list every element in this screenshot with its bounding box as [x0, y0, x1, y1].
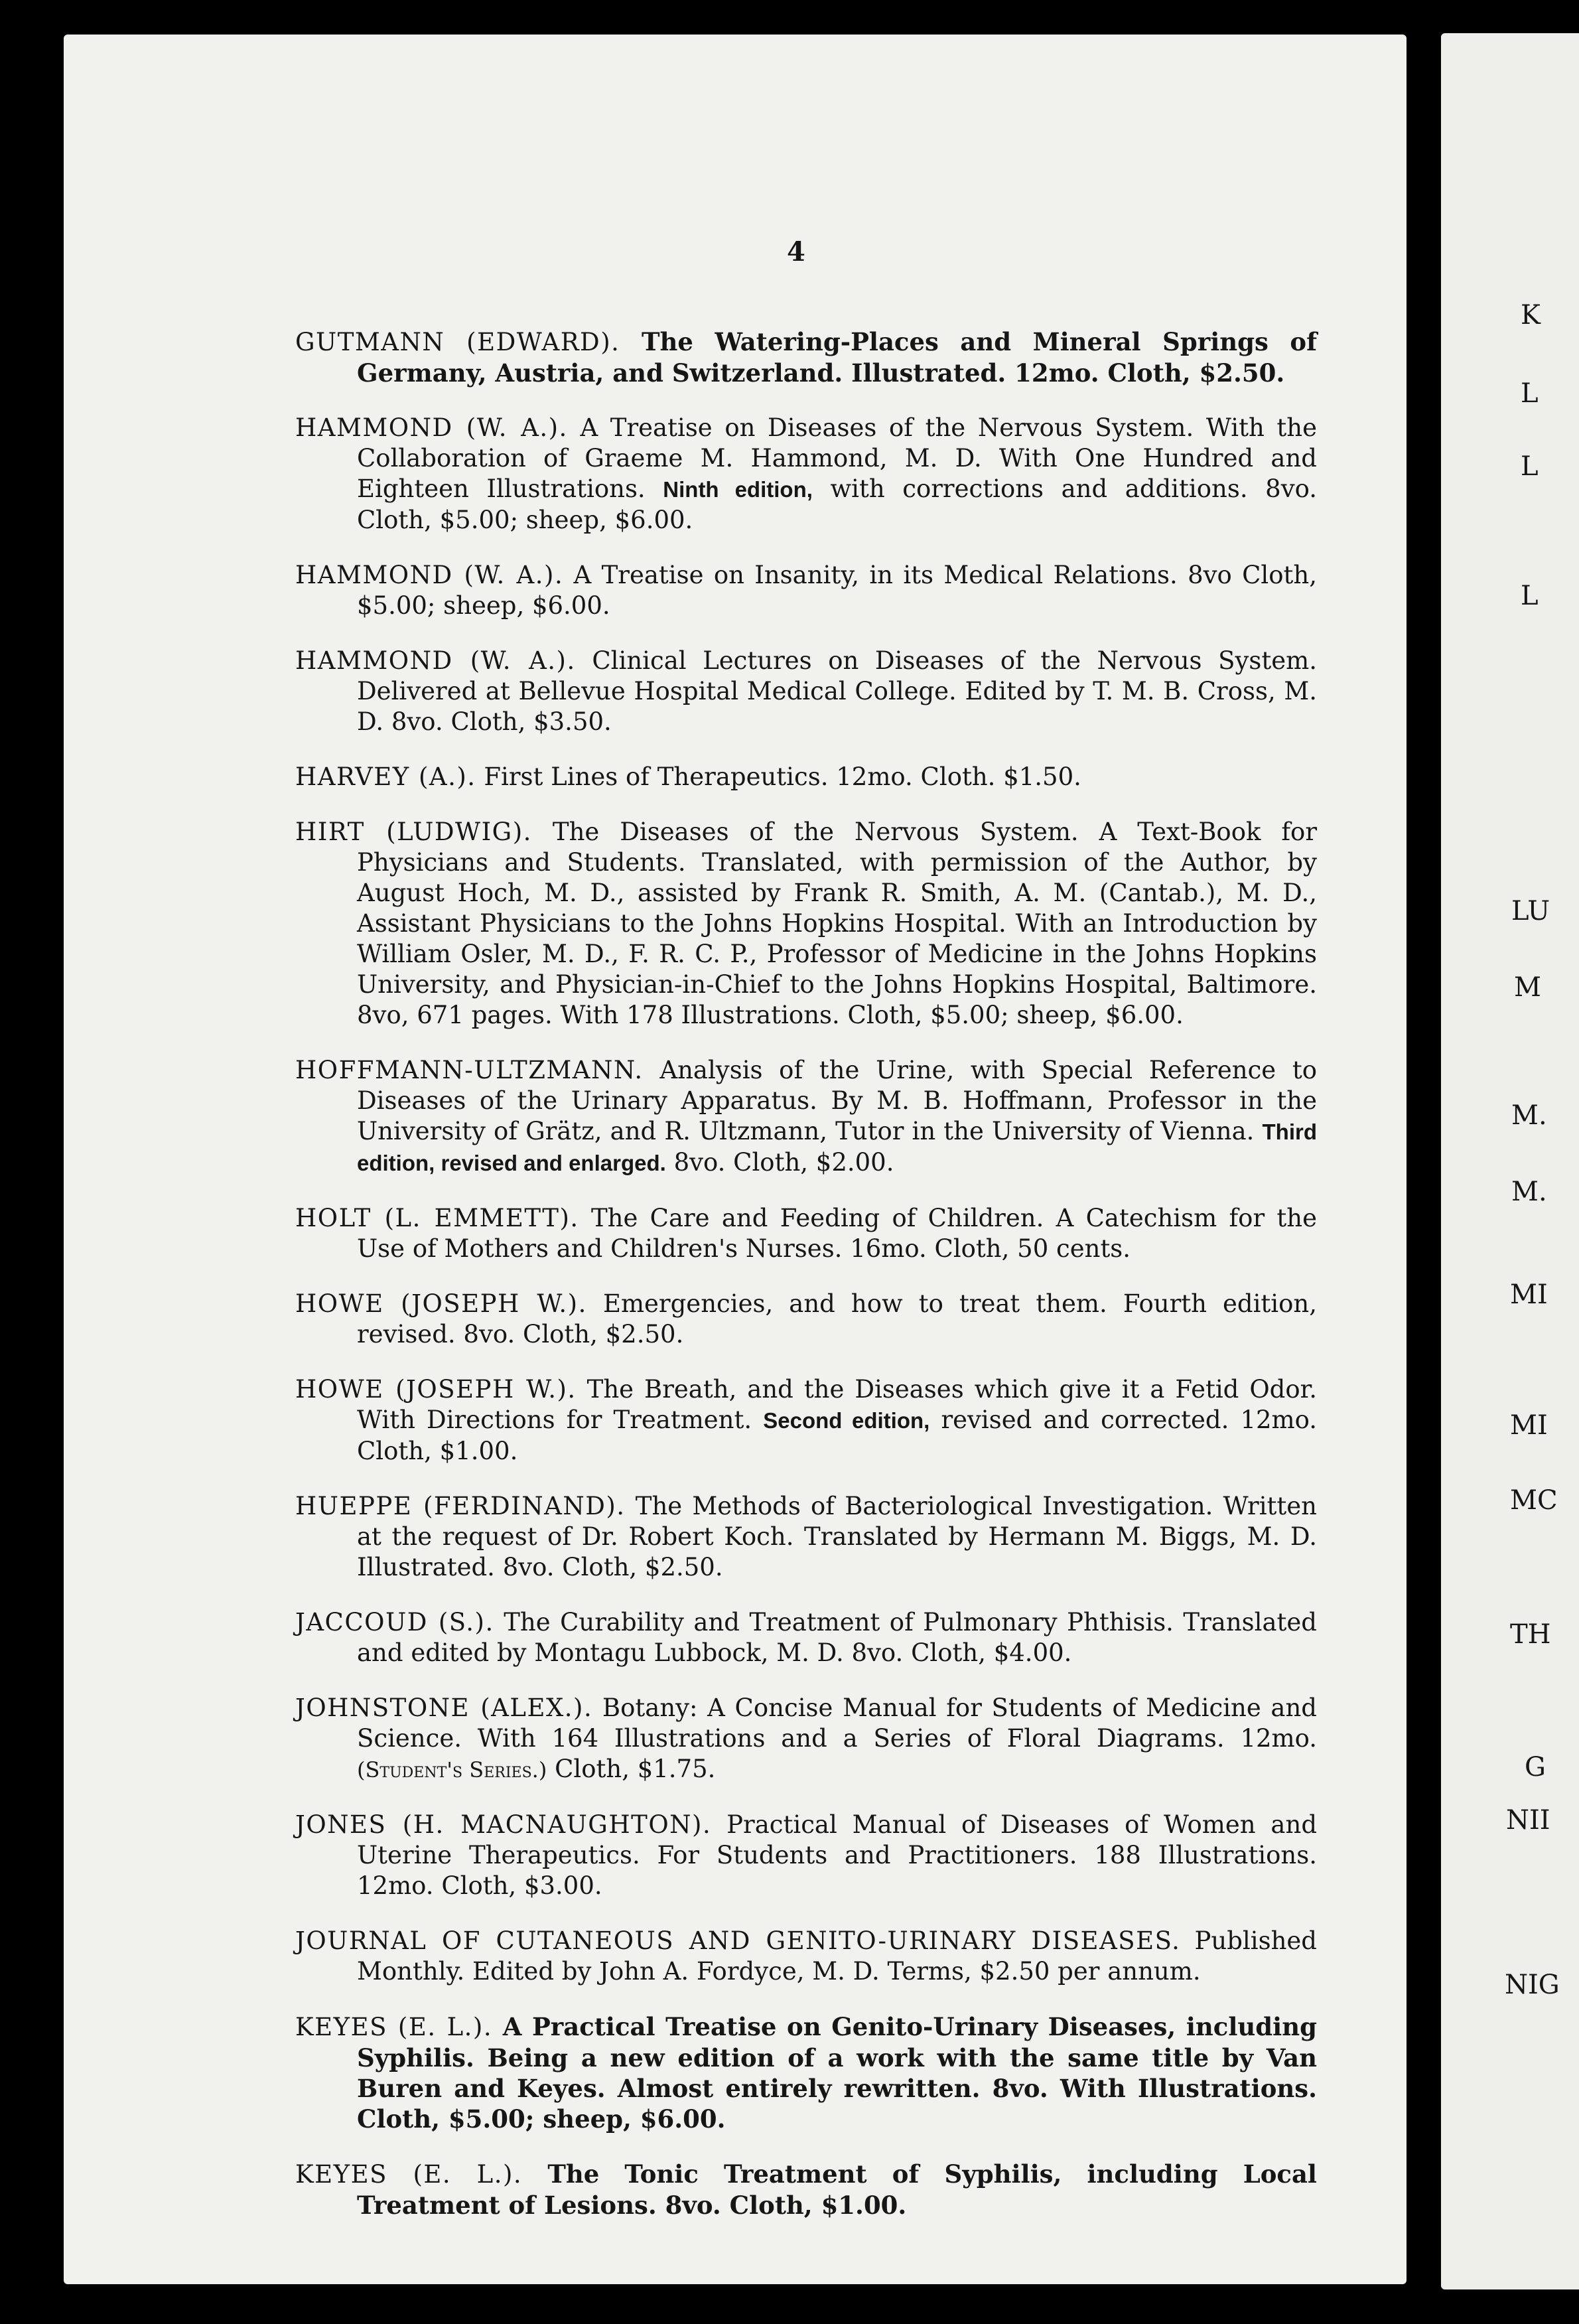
entry-author: HOFFMANN-ULTZMANN. — [295, 1056, 644, 1084]
entry-text: Practical Manual of Diseases of Women and Uterine Therapeutics. For Students and Practitioners. 188 Illustrations. 12mo. Cloth, $3.00. — [357, 1810, 1318, 1900]
right-page-fragments — [1505, 0, 1579, 2324]
entry-text: Emergencies, and how to treat them. Fourth edition, revised. 8vo. Cloth, $2.50. — [357, 1289, 1317, 1348]
entry-text: The Care and Feeding of Children. A Catechism for the Use of Mothers and Children's Nurses. 16mo. Cloth, 50 cents. — [357, 1204, 1317, 1263]
entry-author: HARVEY (A.). — [295, 763, 476, 791]
catalog-entry — [295, 817, 1317, 1031]
entry-text: The Diseases of the Nervous System. A Text-Book for Physicians and Students. Translated, with permission of the Author, by August Hoch, M. D., assisted by Frank R. Smith, A. M. (Cantab.), M. D., Assistant Physicians to the Johns Hopkins Hospital. With an Introduction by William Osler, M. D., F. R. C. P., Professor of Medicine in the Johns Hopkins University, and Physician-in-Chief to the Johns Hopkins Hospital, Baltimore. 8vo, 671 pages. With 178 Illustrations. Cloth, $5.00; sheep, $6.00. — [357, 818, 1318, 1029]
catalog-entry — [295, 1203, 1317, 1264]
entry-author: JOHNSTONE (ALEX.). — [295, 1694, 593, 1722]
catalog-entry — [295, 646, 1317, 737]
entry-author: HUEPPE (FERDINAND). — [295, 1492, 626, 1520]
catalog-entry — [295, 1055, 1317, 1179]
entry-text: The Tonic Treatment of Syphilis, including Local Treatment of Lesions. 8vo. Cloth, $1.00. — [357, 2159, 1317, 2220]
catalog-entries — [295, 302, 1317, 2231]
entry-author: KEYES (E. L.). — [295, 2160, 523, 2189]
entry-text: Published Monthly. Edited by John A. Fordyce, M. D. Terms, $2.50 per annum. — [357, 1926, 1317, 1986]
catalog-entry — [295, 1289, 1317, 1350]
fragment-text: NII — [1506, 1805, 1550, 1836]
entry-text: Cloth, $1.75. — [555, 1755, 716, 1783]
entry-author: GUTMANN (EDWARD). — [295, 328, 620, 356]
entry-edition: Second edition, — [763, 1408, 930, 1433]
fragment-text: G — [1525, 1752, 1546, 1782]
fragment-text: LU — [1511, 896, 1550, 926]
fragment-text: MI — [1510, 1410, 1548, 1441]
catalog-entry — [295, 1491, 1317, 1583]
catalog-entry — [295, 1374, 1317, 1467]
catalog-entry — [295, 762, 1317, 792]
entry-text: Analysis of the Urine, with Special Reference to Diseases of the Urinary Apparatus. By M. B. Hoffmann, Professor in the University of Grätz, and R. Ultzmann, Tutor in the University of Vienna. — [357, 1056, 1318, 1145]
entry-text: 8vo. Cloth, $2.00. — [673, 1148, 894, 1177]
entry-text: A Practical Treatise on Genito-Urinary Diseases, including Syphilis. Being a new edition of a work with the same title by Van Buren and Keyes. Almost entirely rewritten. 8vo. With Illustrations. Cloth, $5.00; sheep, $6.00. — [357, 2012, 1317, 2134]
entry-author: HAMMOND (W. A.). — [295, 646, 576, 675]
entry-series: (Student's Series.) — [357, 1757, 547, 1782]
fragment-text: K — [1521, 300, 1541, 330]
fragment-text: M. — [1511, 1177, 1547, 1207]
catalog-entry — [295, 413, 1317, 536]
fragment-text: NIG — [1505, 1970, 1560, 2000]
fragment-text: L — [1521, 378, 1539, 409]
entry-edition: Ninth edition, — [663, 477, 813, 502]
catalog-entry — [295, 560, 1317, 621]
catalog-entry — [295, 1693, 1317, 1785]
fragment-text: M — [1514, 972, 1541, 1003]
entry-text: The Breath, and the Diseases which give it a Fetid Odor. With Directions for Treatment. — [357, 1375, 1317, 1434]
catalog-entry — [295, 1926, 1317, 1987]
entry-text: A Treatise on Diseases of the Nervous System. With the Collaboration of Graeme M. Hammond, M. D. With One Hundred and Eighteen Illustrations. — [357, 413, 1317, 503]
entry-text: Clinical Lectures on Diseases of the Nervous System. Delivered at Bellevue Hospital Medical College. Edited by T. M. B. Cross, M. D. 8vo. Cloth, $3.50. — [357, 646, 1317, 736]
catalog-entry — [295, 1810, 1317, 1901]
entry-text: revised and corrected. 12mo. Cloth, $1.00. — [357, 1406, 1317, 1465]
entry-author: HAMMOND (W. A.). — [295, 561, 564, 589]
entry-text: The Methods of Bacteriological Investigation. Written at the request of Dr. Robert Koch. Translated by Hermann M. Biggs, M. D. Illustrated. 8vo. Cloth, $2.50. — [357, 1492, 1318, 1581]
catalog-entry — [295, 1607, 1317, 1668]
entry-text: A Treatise on Insanity, in its Medical Relations. 8vo Cloth, $5.00; sheep, $6.00. — [357, 561, 1318, 620]
fragment-text: M. — [1511, 1100, 1547, 1131]
catalog-entry — [295, 327, 1317, 388]
fragment-text: L — [1521, 581, 1539, 611]
fragment-text: MI — [1510, 1279, 1548, 1310]
fragment-text: TH — [1510, 1619, 1551, 1650]
entry-text: with corrections and additions. 8vo. Cloth, $5.00; sheep, $6.00. — [357, 474, 1317, 534]
entry-author: HAMMOND (W. A.). — [295, 413, 568, 442]
catalog-entry — [295, 2011, 1317, 2134]
entry-author: HIRT (LUDWIG). — [295, 818, 532, 846]
entry-text: The Curability and Treatment of Pulmonary Phthisis. Translated and edited by Montagu Lubbock, M. D. 8vo. Cloth, $4.00. — [357, 1608, 1317, 1667]
entry-text: The Watering-Places and Mineral Springs of Germany, Austria, and Switzerland. Illustrated. 12mo. Cloth, $2.50. — [357, 327, 1317, 388]
catalog-entry — [295, 2159, 1317, 2220]
entry-author: JONES (H. MACNAUGHTON). — [295, 1810, 712, 1839]
entry-author: JOURNAL OF CUTANEOUS AND GENITO-URINARY DISEASES. — [295, 1926, 1181, 1955]
entry-edition: Third edition, revised and enlarged. — [357, 1120, 1317, 1175]
entry-author: HOWE (JOSEPH W.). — [295, 1375, 577, 1404]
entry-text: Botany: A Concise Manual for Students of Medicine and Science. With 164 Illustrations and a Series of Floral Diagrams. 12mo. — [357, 1694, 1317, 1753]
entry-author: KEYES (E. L.). — [295, 2013, 493, 2041]
entry-author: HOWE (JOSEPH W.). — [295, 1289, 587, 1318]
entry-author: JACCOUD (S.). — [295, 1608, 494, 1636]
fragment-text: MC — [1510, 1485, 1558, 1516]
entry-text: First Lines of Therapeutics. 12mo. Cloth. $1.50. — [484, 763, 1081, 791]
fragment-text: L — [1521, 451, 1539, 482]
entry-author: HOLT (L. EMMETT). — [295, 1204, 579, 1232]
page-number: 4 — [787, 236, 805, 267]
